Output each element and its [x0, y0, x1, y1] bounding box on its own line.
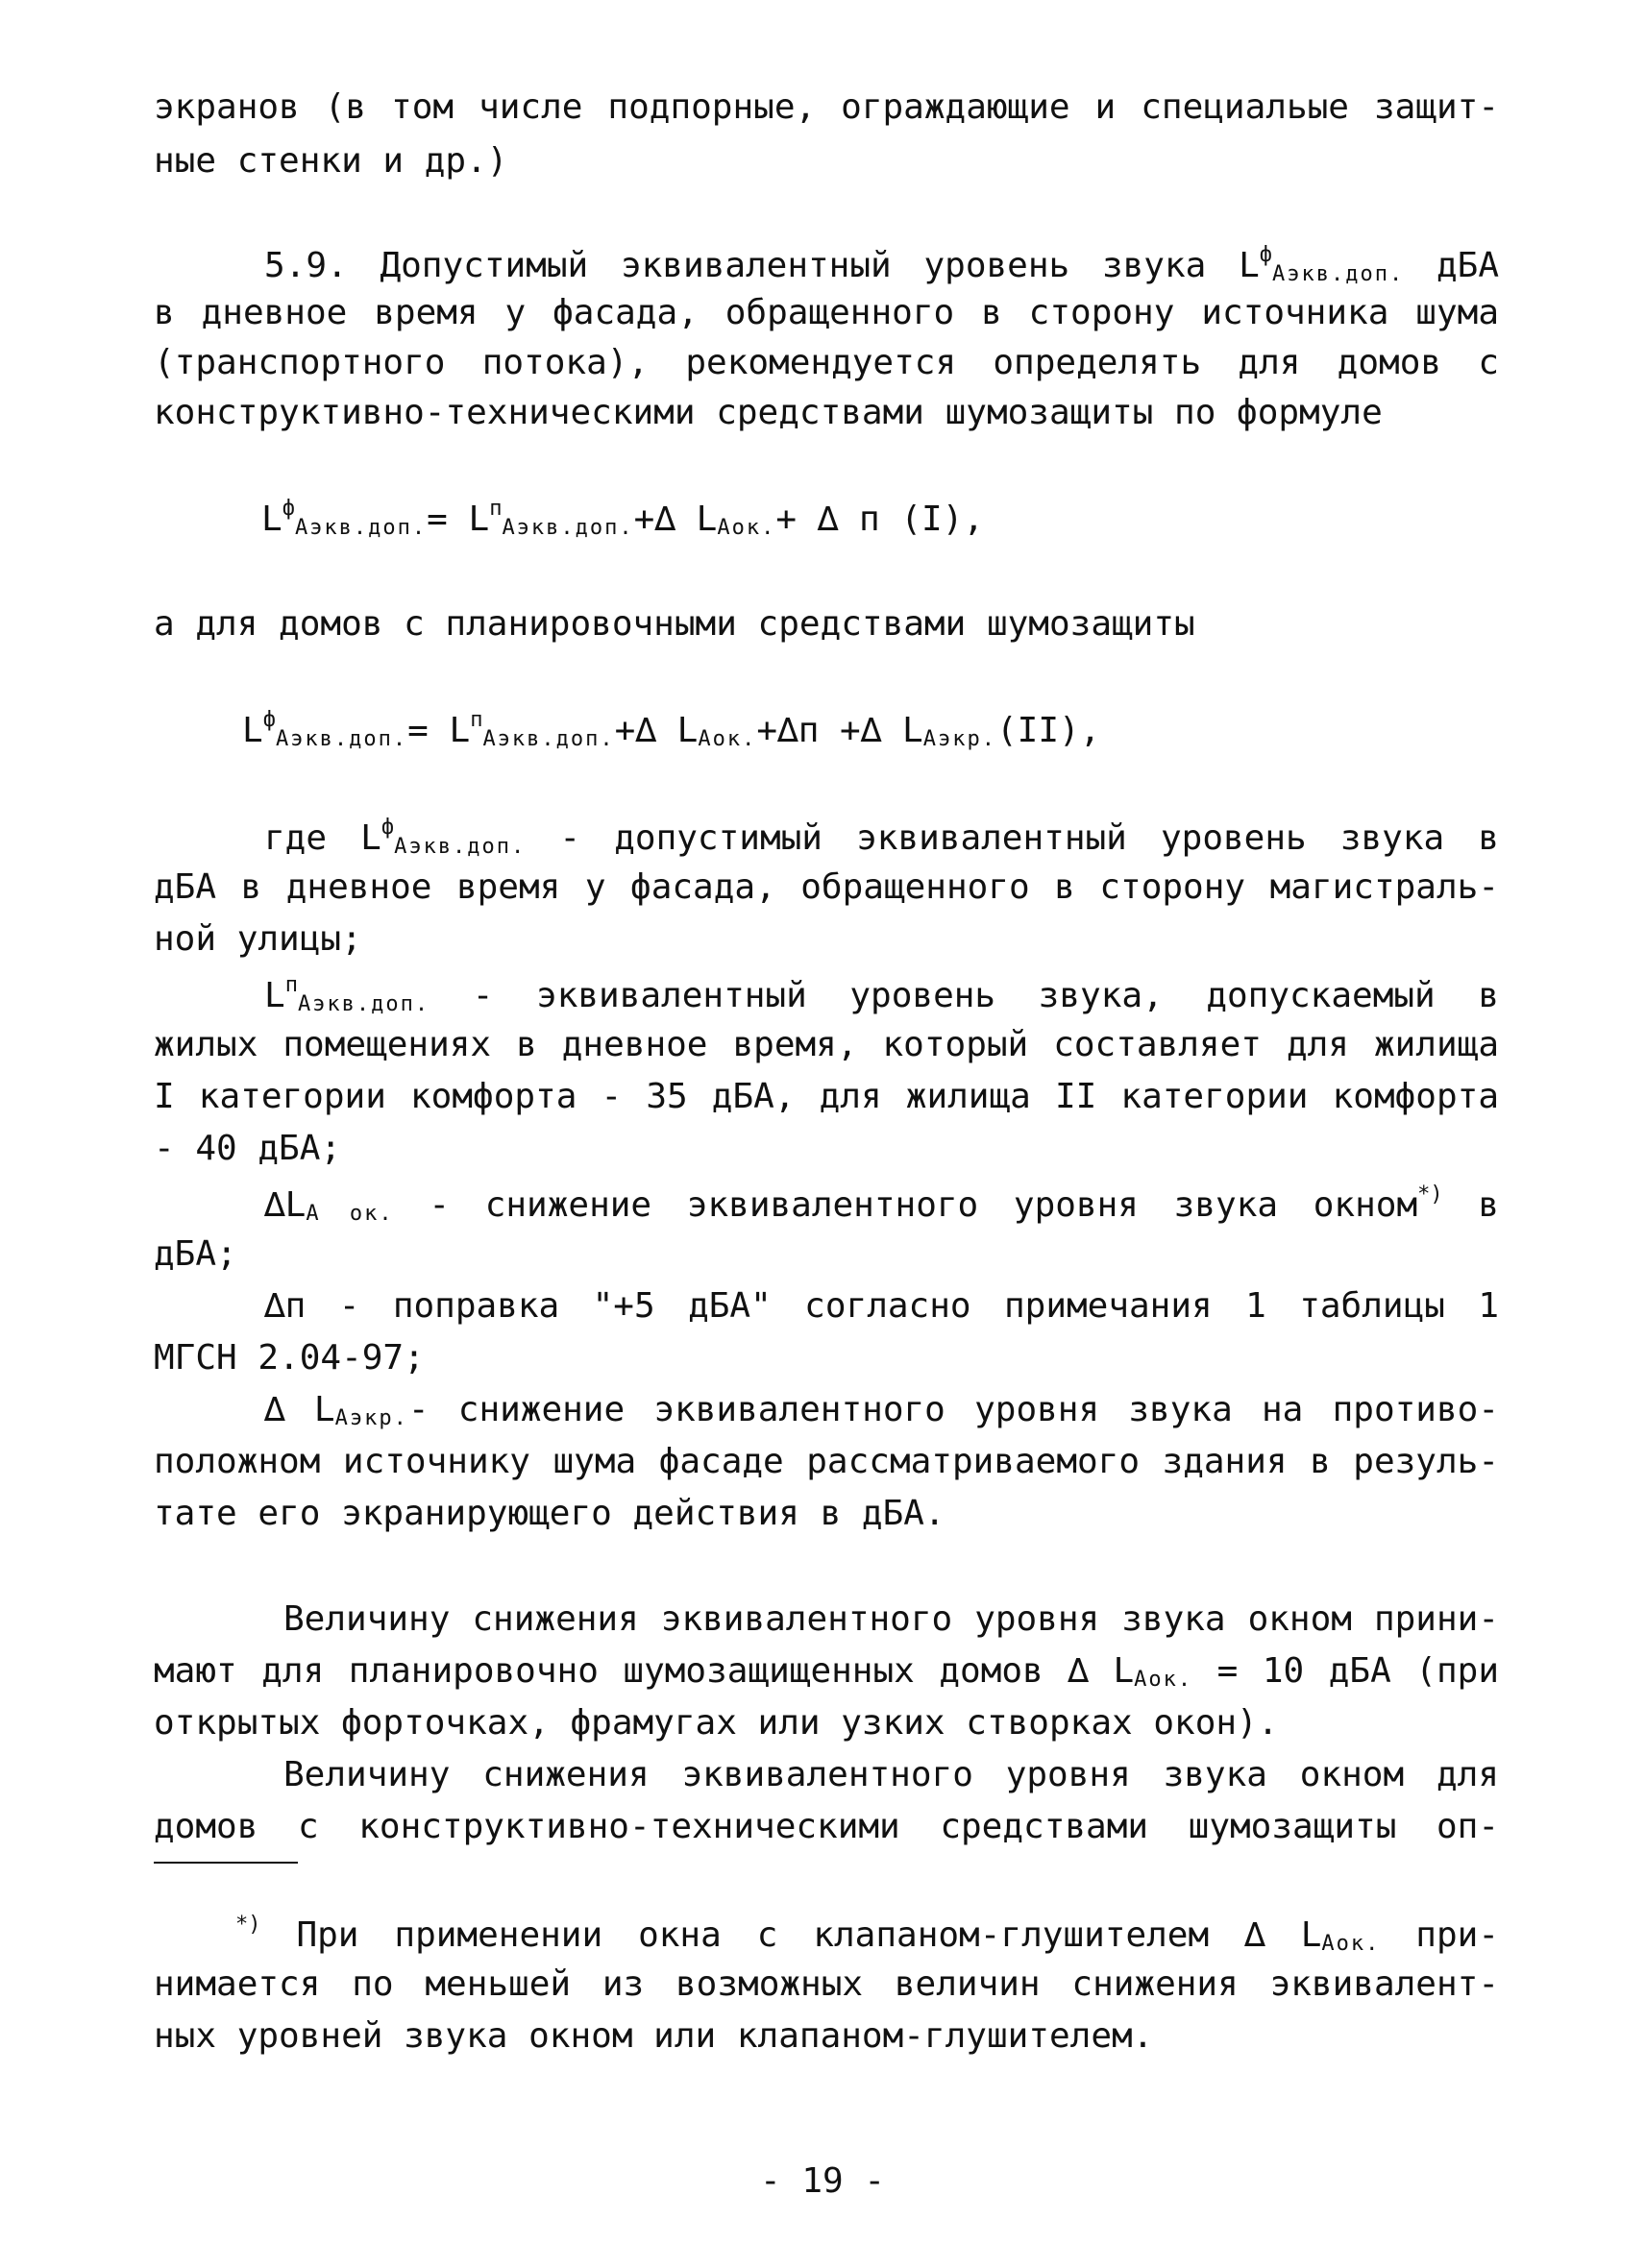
closing-line-2: мают для планировочно шумозащищенных домов ∆ $L_{Аок.} = 10$ дБА (при — [154, 1651, 1500, 1692]
text-line: ной улицы; — [154, 919, 362, 959]
text-line: (транспортного потока), рекомендуется определять для домов с — [154, 343, 1499, 382]
text-line: тате его экранирующего действия в дБА. — [154, 1494, 945, 1533]
paragraph-5-9-first-line: 5.9. Допустимый эквивалентный уровень звука $L^ф_{Аэкв.доп.}$ дБА — [264, 243, 1499, 286]
definition-4: ∆п - поправка "+5 дБА" согласно примечания 1 таблицы 1 — [264, 1286, 1499, 1326]
text-line: нимается по меньшей из возможных величин снижения эквивалент- — [154, 1964, 1499, 2004]
definition-2: $L^п_{Аэкв.доп.}$ - эквивалентный уровень звука, допускаемый в — [264, 973, 1499, 1016]
footnote-line-1: *) При применении окна с клапаном-глушителем ∆ $L_{Аок.}$ при- — [235, 1913, 1499, 1956]
formula-1: $L^ф_{Аэкв.доп.}= L^п_{Аэкв.доп.}+\Delta$ $L_{Аок.}+$ ∆ п (I), — [261, 497, 985, 540]
text-line: домов с конструктивно-техническими средствами шумозащиты оп- — [154, 1807, 1499, 1846]
text-line: конструктивно-техническими средствами шумозащиты по формуле — [154, 393, 1383, 432]
text-line: открытых форточках, фрамугах или узких створках окон). — [154, 1703, 1279, 1743]
text-line: жилых помещениях в дневное время, который составляет для жилища — [154, 1025, 1499, 1064]
footnote-rule — [154, 1862, 298, 1864]
text-line: ные стенки и др.) — [154, 141, 508, 181]
text-line: дБА; — [154, 1234, 237, 1274]
text-line: - 40 дБА; — [154, 1129, 342, 1168]
text-line: а для домов с планировочными средствами шумозащиты — [154, 604, 1195, 644]
definition-3: $\Delta L_{А ок.}$ - снижение эквивалентного уровня звука окном*) в — [264, 1183, 1499, 1226]
text-line: Величину снижения эквивалентного уровня звука окном для — [283, 1755, 1499, 1794]
definition-1: где $L^ф_{Аэкв.доп.}$ - допустимый эквивалентный уровень звука в — [264, 816, 1499, 859]
text-line: в дневное время у фасада, обращенного в сторону источника шума — [154, 293, 1499, 332]
text-line: I категории комфорта - 35 дБА, для жилища II категории комфорта — [154, 1077, 1499, 1116]
page-number: - 19 - — [759, 2161, 886, 2201]
text-line: дБА в дневное время у фасада, обращенного в сторону магистраль- — [154, 867, 1499, 907]
text-line: Величину снижения эквивалентного уровня звука окном прини- — [283, 1599, 1499, 1639]
text-line: положном источнику шума фасаде рассматриваемого здания в резуль- — [154, 1442, 1499, 1481]
text-line: ных уровней звука окном или клапаном-глушителем. — [154, 2016, 1154, 2056]
text-line: МГСН 2.04-97; — [154, 1338, 425, 1378]
definition-5: ∆ $L_{Аэкр.}-$ снижение эквивалентного уровня звука на противо- — [264, 1390, 1499, 1430]
formula-2: $L^ф_{Аэкв.доп.}= L^п_{Аэкв.доп.}+\Delta$ $L_{Аок.}+\Delta п$ +∆ $L_{Аэкр.}(II)$, — [242, 708, 1101, 751]
text-line: экранов (в том числе подпорные, ограждающие и специальые защит- — [154, 87, 1499, 127]
